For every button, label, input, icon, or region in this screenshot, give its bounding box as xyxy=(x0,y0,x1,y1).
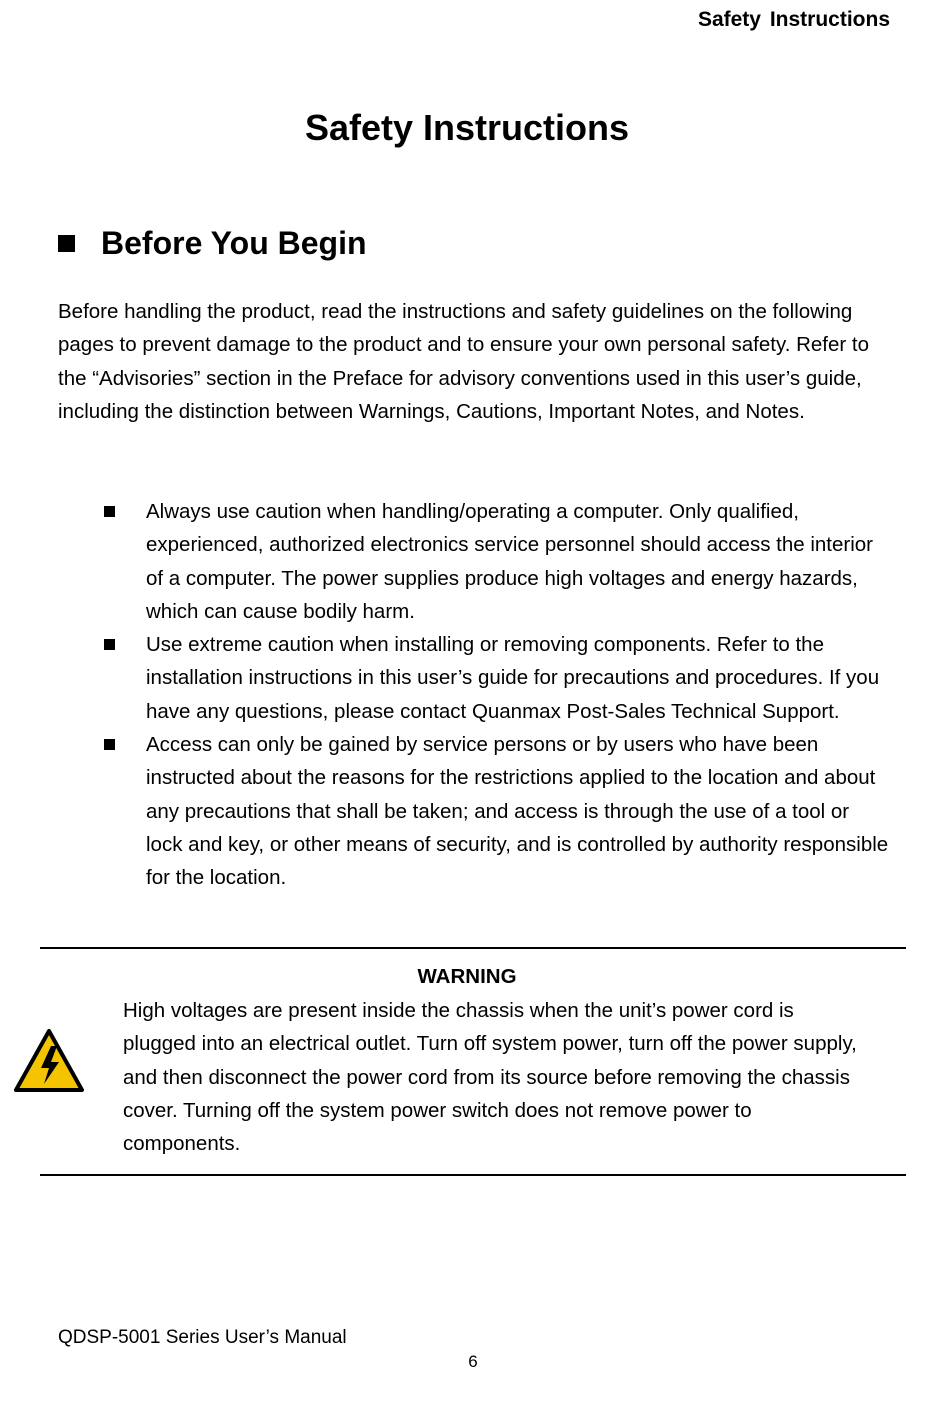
square-bullet-icon xyxy=(104,506,115,517)
square-bullet-icon xyxy=(104,739,115,750)
list-item xyxy=(0,495,950,628)
square-bullet-icon xyxy=(104,639,115,650)
high-voltage-warning-icon xyxy=(13,1028,85,1094)
footer-manual-title: QDSP-5001 Series User’s Manual xyxy=(58,1327,347,1348)
warning-top-rule xyxy=(40,947,906,949)
list-item-text: Use extreme caution when installing or removing components. Refer to the installation instructions in this user’s guide for precautions and procedures. If you have any questions, please contact Quanmax Post-Sales Technical Support. xyxy=(146,633,880,723)
list-item xyxy=(0,728,950,894)
intro-paragraph: Before handling the product, read the instructions and safety guidelines on the following pages to prevent damage to the product and to ensure your own personal safety. Refer to the “Advisories” section in the Preface for advisory conventions used in this user’s guide, including the distinction between Warnings, Cautions, Important Notes, and Notes. xyxy=(58,300,870,423)
list-item xyxy=(0,628,950,728)
page-number: 6 xyxy=(468,1352,478,1371)
list-item-text: Access can only be gained by service persons or by users who have been instructed about the reasons for the restrictions applied to the location and about any precautions that shall be taken; and access is through the use of a tool or lock and key, or other means of security, and is controlled by authority responsible for the location. xyxy=(146,733,889,890)
warning-bottom-rule xyxy=(40,1174,906,1176)
running-header: Safety Instructions xyxy=(697,8,890,31)
square-bullet-icon xyxy=(58,235,75,252)
warning-title: WARNING xyxy=(417,965,517,988)
list-item-text: Always use caution when handling/operating a computer. Only qualified, experienced, authorized electronics service personnel should access the interior of a computer. The power supplies produce high voltages and energy hazards, which can cause bodily harm. xyxy=(146,500,874,623)
safety-bullet-list xyxy=(0,495,950,895)
warning-text: High voltages are present inside the chassis when the unit’s power cord is plugged into an electrical outlet. Turn off system power, turn off the power supply, and then disconnect the power cord from its source before removing the chassis cover. Turning off the system power switch does not remove power to components. xyxy=(123,999,857,1156)
page-title: Safety Instructions xyxy=(304,107,630,148)
section-heading-text: Before You Begin xyxy=(101,225,367,261)
section-heading xyxy=(58,225,367,262)
